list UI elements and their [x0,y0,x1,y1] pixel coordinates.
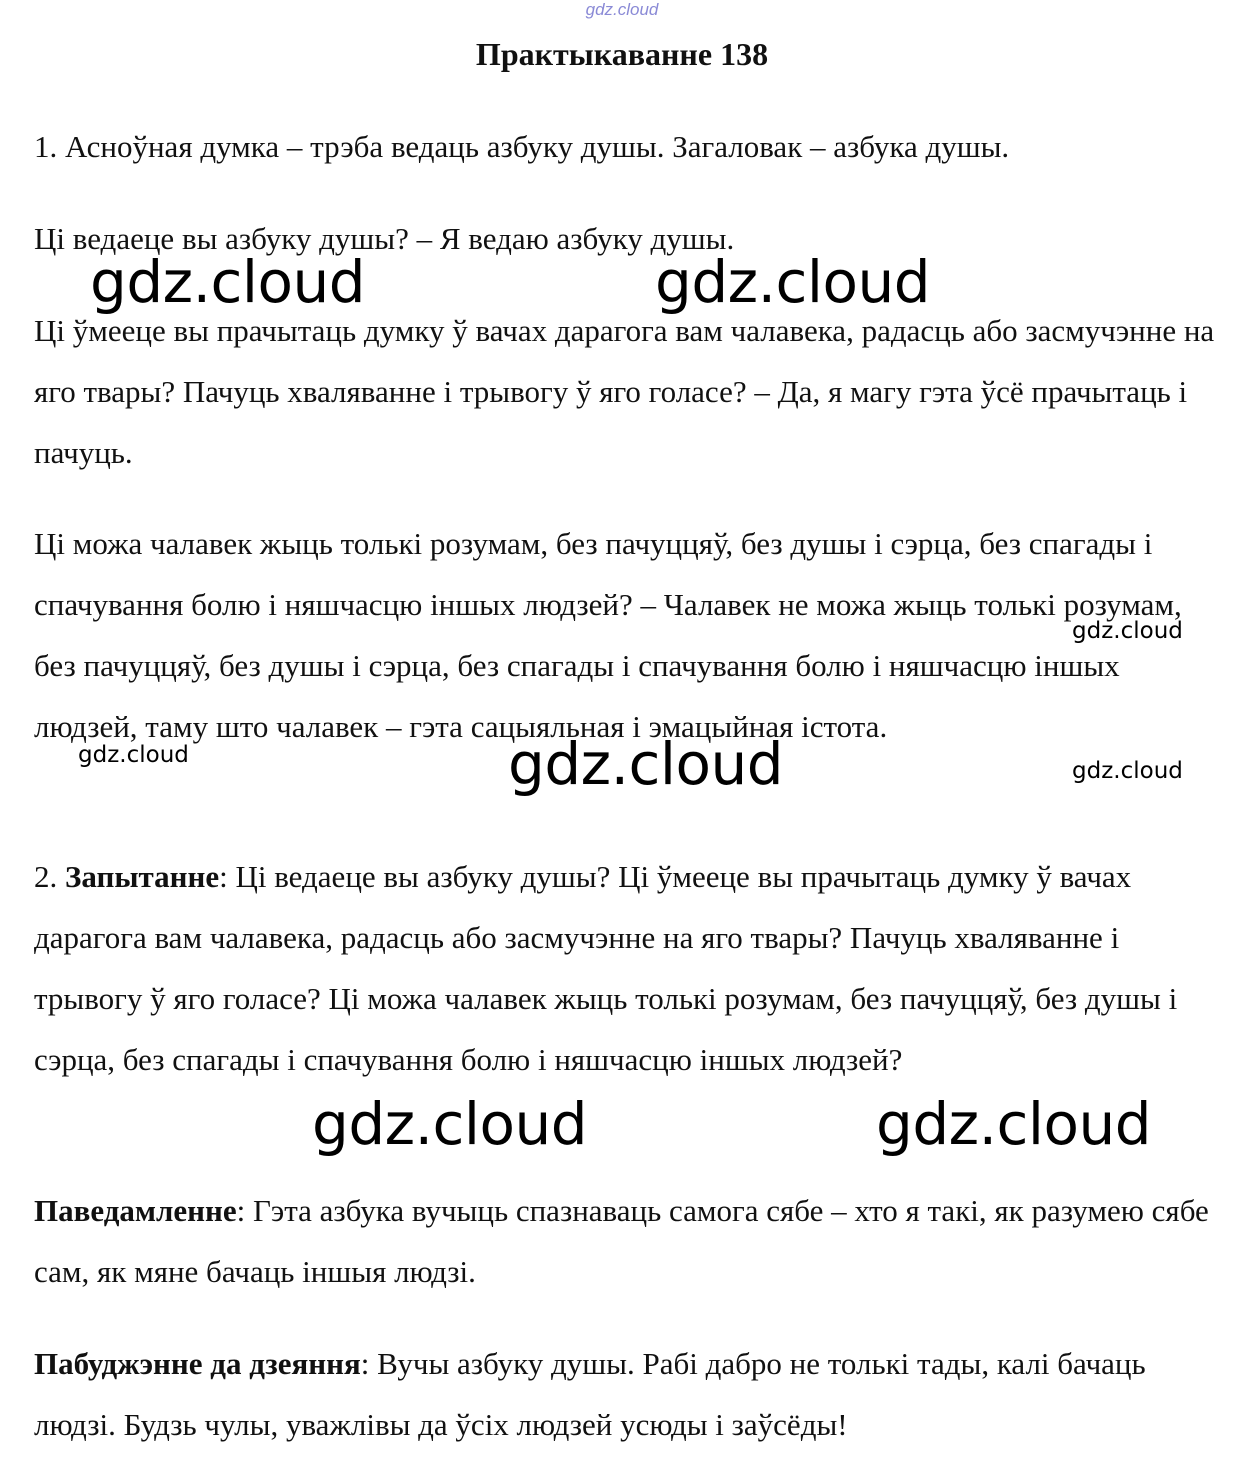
watermark-4: gdz.cloud [78,742,189,768]
paragraph-3: Ці ўмееце вы прачытаць думку ў вачах дарагога вам чалавека, радасць або засмучэнне на яго твары? Пачуць хваляванне і трывогу ў яго голасе? – Да, я магу гэта ўсё прачытаць і пачуць. [34,313,1215,470]
watermark-5: gdz.cloud [508,730,784,798]
paragraph-6-label: Паведамленне [34,1193,237,1228]
watermark-7: gdz.cloud [312,1090,588,1158]
paragraph-7 [34,1333,1224,1455]
watermark-2: gdz.cloud [655,248,931,316]
paragraph-5-prefix: 2. [34,859,65,894]
paragraph-5 [34,846,1224,1090]
paragraph-6 [34,1180,1224,1302]
paragraph-7-text: : Вучы азбуку душы. Рабі дабро не толькі тады, калі бачаць людзі. Будзь чулы, уважлівы да ўсіх людзей усюды і заўсёды! [34,1346,1146,1442]
paragraph-5-text: : Ці ведаеце вы азбуку душы? Ці ўмееце вы прачытаць думку ў вачах дарагога вам чалавека, радасць або засмучэнне на яго твары? Пачуць хваляванне і трывогу ў яго голасе? Ці можа чалавек жыць толькі розумам, без пачуццяў, без душы і сэрца, без спагады і спачування болю і няшчасцю іншых людзей? [34,859,1178,1077]
paragraph-6-text: : Гэта азбука вучыць спазнаваць самога сябе – хто я такі, як разумею сябе сам, як мяне бачаць іншыя людзі. [34,1193,1209,1289]
paragraph-5-label: Запытанне [65,859,220,894]
top-watermark: gdz.cloud [585,0,659,19]
page-title: Практыкаванне 138 [475,36,769,72]
paragraph-1: 1. Асноўная думка – трэба ведаць азбуку душы. Загаловак – азбука душы. [34,129,1010,164]
watermark-8: gdz.cloud [876,1090,1152,1158]
paragraph-4: Ці можа чалавек жыць толькі розумам, без пачуццяў, без душы і сэрца, без спагады і спачування болю і няшчасцю іншых людзей? – Чалавек не можа жыць толькі розумам, без пачуццяў, без душы і сэрца, без спагады і спачування болю і няшчасцю іншых людзей, таму што чалавек – гэта сацыяльная і эмацыйная істота. [34,526,1182,744]
paragraph-7-label: Пабуджэнне да дзеяння [34,1346,361,1381]
watermark-6: gdz.cloud [1072,758,1183,784]
paragraph-2: Ці ведаеце вы азбуку душы? – Я ведаю азбуку душы. [34,221,735,256]
watermark-3: gdz.cloud [1072,618,1183,644]
watermark-1: gdz.cloud [90,248,366,316]
